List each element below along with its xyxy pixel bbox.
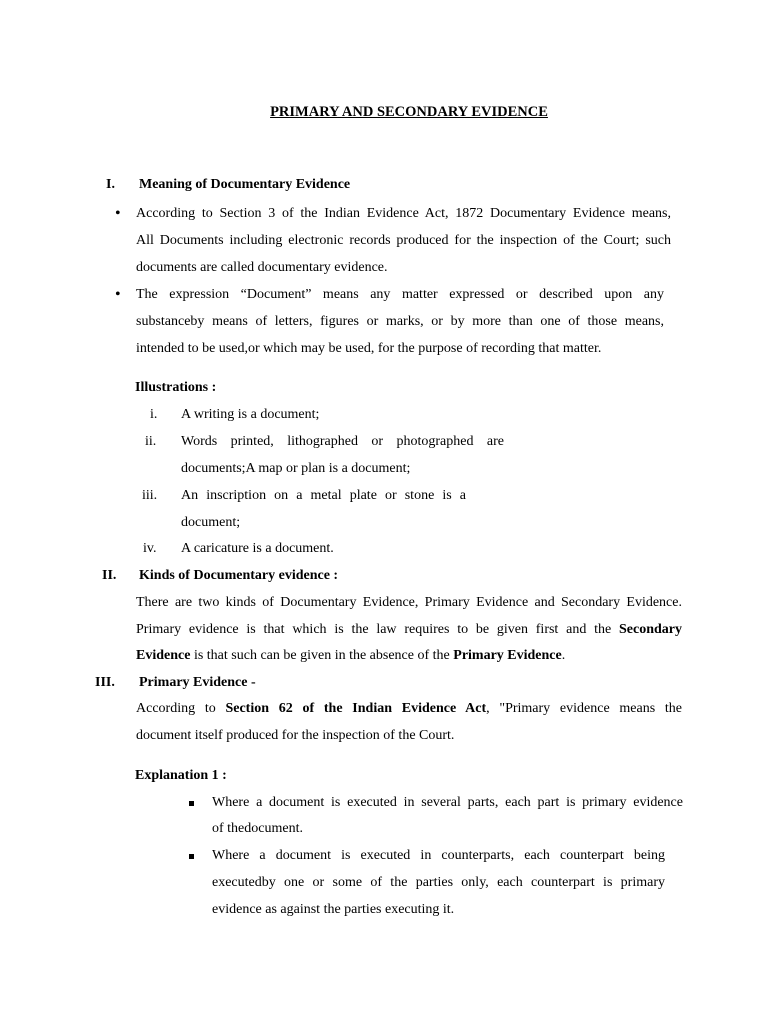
illustration-line: document; <box>181 515 241 530</box>
s1-b1-line-2: All Documents including electronic records produced for the inspection of the Court; such <box>136 233 671 248</box>
s2-line-3 <box>136 648 565 664</box>
section-2-number: II. <box>102 568 117 583</box>
illustration-line: An inscription on a metal plate or stone is a <box>181 488 466 503</box>
illustration-number: iv. <box>143 541 157 556</box>
section-1-heading: Meaning of Documentary Evidence <box>139 177 351 192</box>
section-3-heading: Primary Evidence - <box>139 675 256 690</box>
s2-line-2-text: Primary evidence is that which is the law requires to be given first and the <box>136 622 612 637</box>
s2-line-3-bold-1: Evidence <box>136 648 191 663</box>
s3-line-1-end: , "Primary evidence means the <box>486 701 683 716</box>
s2-line-2-bold: Secondary <box>619 622 683 637</box>
bullet-dot-icon: • <box>115 286 121 303</box>
square-bullet-icon <box>189 795 194 811</box>
square-bullet-icon <box>189 848 194 864</box>
s2-line-2 <box>136 622 682 638</box>
e1-line-2: of thedocument. <box>212 821 303 836</box>
bullet-dot-icon: • <box>115 205 121 222</box>
s3-line-1-bold: Section 62 of the Indian Evidence Act <box>225 701 487 716</box>
page-title: PRIMARY AND SECONDARY EVIDENCE <box>270 104 548 120</box>
s1-b2-line-1: The expression “Document” means any matter expressed or described upon any <box>136 287 664 302</box>
e2-line-3: evidence as against the parties executing it. <box>212 902 455 917</box>
s1-b2-line-2: substanceby means of letters, figures or marks, or by more than one of those means, <box>136 314 664 329</box>
section-3-number: III. <box>95 675 115 690</box>
s3-line-1 <box>136 701 682 717</box>
illustrations-heading: Illustrations : <box>135 380 217 395</box>
e2-line-1: Where a document is executed in counterparts, each counterpart being <box>212 848 665 863</box>
illustration-number: ii. <box>145 434 157 449</box>
s2-line-1: There are two kinds of Documentary Evidence, Primary Evidence and Secondary Evidence. <box>136 595 682 610</box>
s2-line-3-bold-2: Primary Evidence <box>453 648 562 663</box>
s1-b1-line-1: According to Section 3 of the Indian Evidence Act, 1872 Documentary Evidence means, <box>136 206 671 221</box>
illustration-number: i. <box>150 407 158 422</box>
explanation-heading: Explanation 1 : <box>135 768 227 783</box>
illustration-line: documents;A map or plan is a document; <box>181 461 411 476</box>
s2-line-3-text: is that such can be given in the absence of the <box>190 648 454 663</box>
s2-line-3-end: . <box>561 648 566 663</box>
illustration-line: Words printed, lithographed or photographed are <box>181 434 504 449</box>
s3-line-2: document itself produced for the inspection of the Court. <box>136 728 455 743</box>
s1-b2-line-3: intended to be used,or which may be used, for the purpose of recording that matter. <box>136 341 602 356</box>
e2-line-2: executedby one or some of the parties only, each counterpart is primary <box>212 875 665 890</box>
s3-line-1-text: According to <box>136 701 216 716</box>
section-1-number: I. <box>106 177 115 192</box>
illustration-number: iii. <box>142 488 158 503</box>
illustration-line: A writing is a document; <box>181 407 320 422</box>
e1-line-1: Where a document is executed in several parts, each part is primary evidence <box>212 795 683 810</box>
section-2-heading: Kinds of Documentary evidence : <box>139 568 339 583</box>
illustration-line: A caricature is a document. <box>181 541 334 556</box>
s1-b1-line-3: documents are called documentary evidence. <box>136 260 388 275</box>
